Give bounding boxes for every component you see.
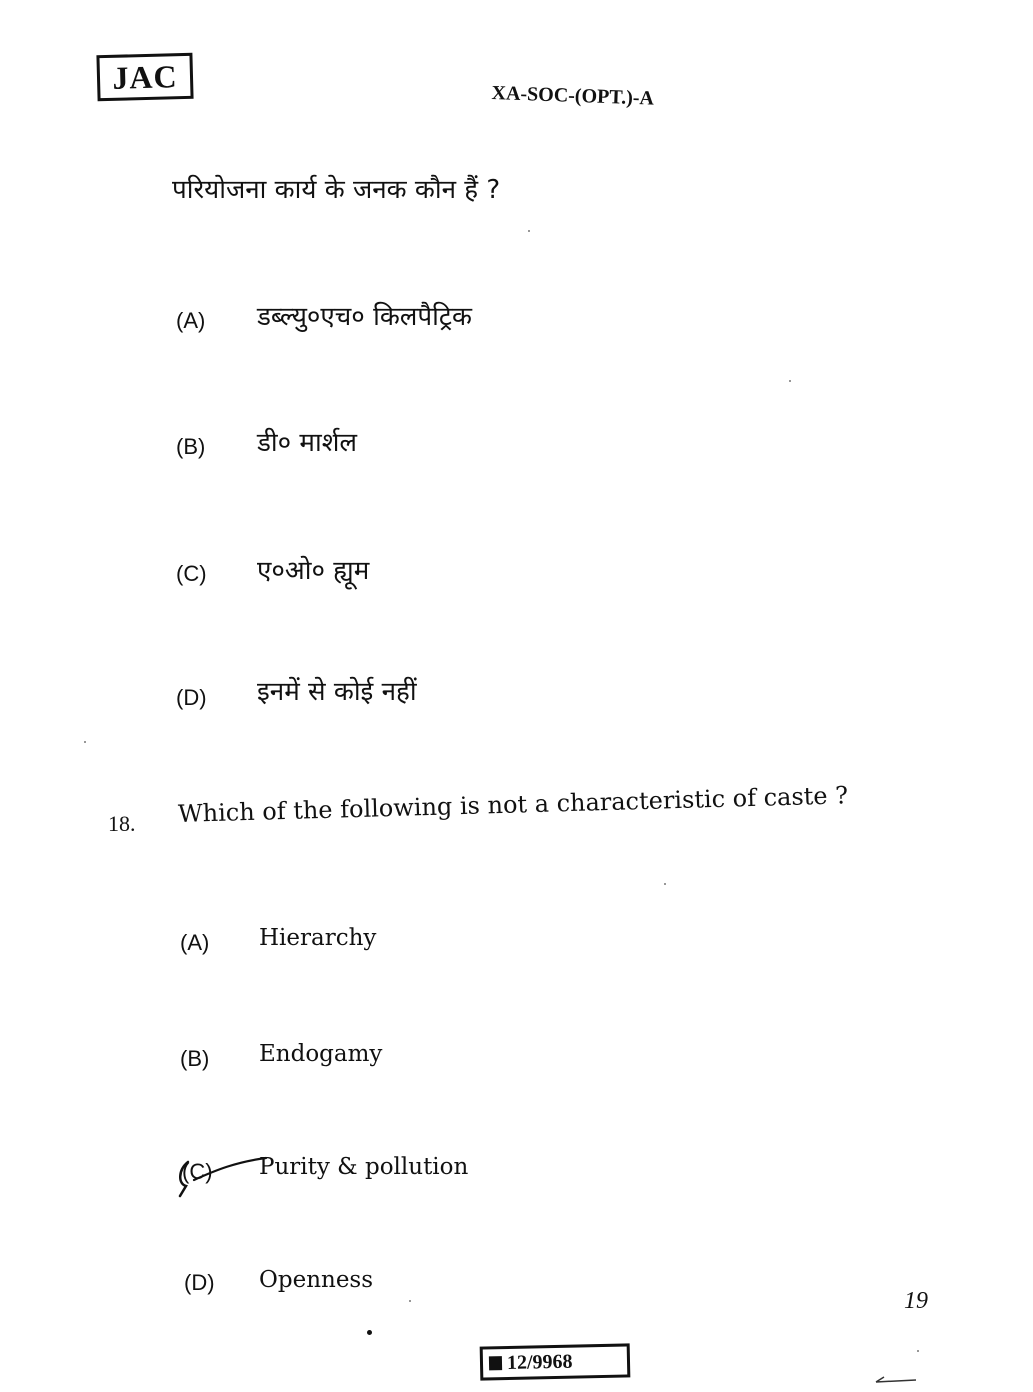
scan-speck bbox=[84, 741, 86, 743]
reference-code-box bbox=[480, 1343, 631, 1380]
paper-code: XA-SOC-(OPT.)-A bbox=[491, 82, 655, 110]
q18-question: Which of the following is not a characteristic of caste ? bbox=[177, 781, 849, 828]
q17-option-c-text: ए०ओ० ह्यूम bbox=[257, 556, 370, 586]
q18-option-c-label: (C) bbox=[182, 1159, 213, 1184]
q17-option-d-text: इनमें से कोई नहीं bbox=[257, 677, 417, 707]
pen-tick-mark bbox=[176, 1150, 276, 1202]
q17-option-a-label: (A) bbox=[176, 308, 206, 333]
q18-number: 18. bbox=[108, 811, 136, 836]
filled-square-icon bbox=[489, 1356, 502, 1370]
q18-option-b-label: (B) bbox=[180, 1046, 210, 1071]
q18-option-d-label: (D) bbox=[184, 1270, 215, 1295]
q18-option-a-label: (A) bbox=[180, 930, 210, 955]
arrow-scribble-icon bbox=[872, 1374, 922, 1390]
page-number: 19 bbox=[904, 1288, 928, 1314]
reference-code: 12/9968 bbox=[506, 1350, 573, 1374]
q17-option-b-label: (B) bbox=[176, 434, 206, 459]
scan-speck bbox=[664, 883, 666, 885]
scan-speck bbox=[789, 380, 791, 382]
q18-option-c-text: Purity & pollution bbox=[259, 1154, 469, 1180]
q18-option-b-text: Endogamy bbox=[259, 1041, 383, 1067]
scan-speck bbox=[367, 1330, 372, 1335]
q18-option-a-text: Hierarchy bbox=[259, 925, 377, 951]
q17-question: परियोजना कार्य के जनक कौन हैं ? bbox=[172, 175, 501, 205]
q17-option-b-text: डी० मार्शल bbox=[257, 428, 358, 458]
q17-option-c-label: (C) bbox=[176, 561, 207, 586]
scan-speck bbox=[917, 1350, 919, 1352]
scan-speck bbox=[409, 1300, 411, 1302]
q17-option-a-text: डब्ल्यु०एच० किलपैट्रिक bbox=[257, 302, 472, 332]
board-logo-box: JAC bbox=[96, 53, 193, 101]
q18-option-d-text: Openness bbox=[259, 1267, 374, 1293]
scan-speck bbox=[528, 230, 530, 232]
q17-option-d-label: (D) bbox=[176, 685, 207, 710]
